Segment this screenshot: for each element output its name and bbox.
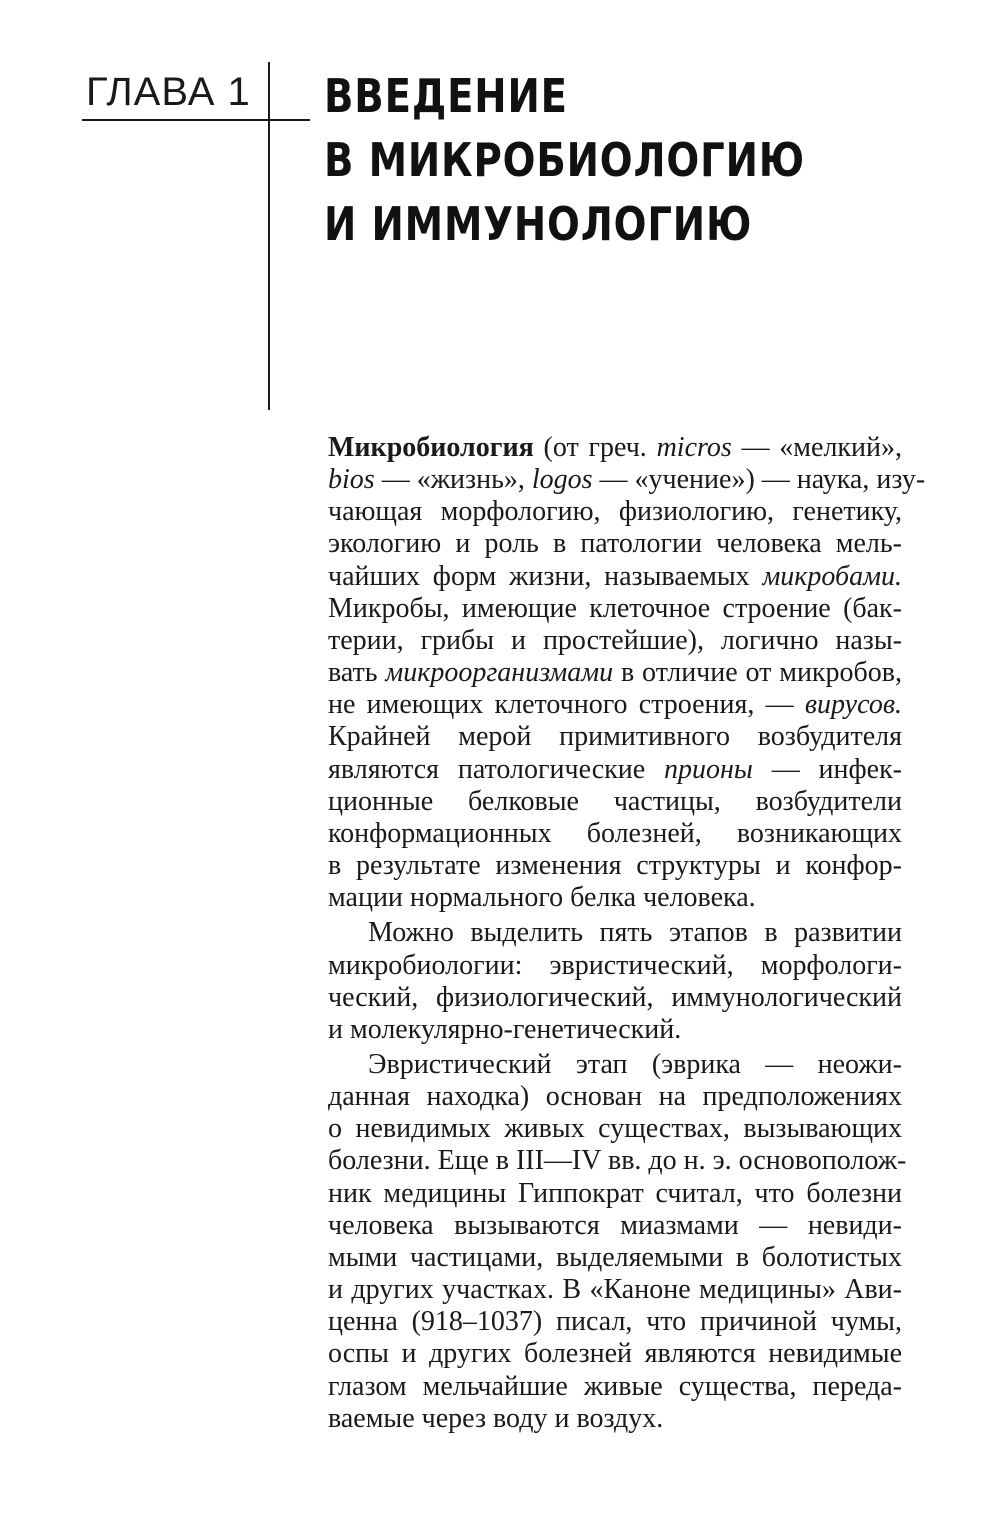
text-line: Эвристический этап (эврика — неожи- [368, 1048, 902, 1080]
text-line: конформационных болезней, возникающих [328, 817, 902, 849]
text-line: вать микроорганизмами в отличие от микробов, [328, 657, 903, 689]
text-line: о невидимых живых существах, вызывающих [328, 1113, 902, 1145]
text-line: терии, грибы и простейшие), логично назы- [328, 624, 902, 656]
text-line: и других участках. В «Каноне медицины» Ави- [328, 1274, 902, 1306]
text-line: Крайней мерой примитивного возбудителя [328, 721, 902, 753]
chapter-title-line: ВВЕДЕНИЕ [324, 69, 568, 123]
text-line: в результате изменения структуры и конфор- [328, 850, 902, 882]
text-line: ник медицины Гиппократ считал, что болезни [328, 1177, 902, 1209]
chapter-title-line: И ИММУНОЛОГИЮ [324, 197, 753, 251]
text-line: болезни. Еще в III—IV вв. до н. э. основополож- [328, 1145, 907, 1177]
chapter-horizontal-rule [82, 119, 310, 121]
text-line: ционные белковые частицы, возбудители [328, 785, 902, 817]
paragraph [328, 1048, 907, 1435]
text-line: ческий, физиологический, иммунологический [328, 981, 902, 1013]
text-line: оспы и других болезней являются невидимые [328, 1338, 902, 1370]
chapter-title [324, 64, 805, 256]
chapter-vertical-rule [268, 62, 270, 410]
text-line: глазом мельчайшие живые существа, переда- [328, 1370, 902, 1402]
text-line: Можно выделить пять этапов в развитии [368, 917, 902, 949]
text-line: мыми частицами, выделяемыми в болотистых [328, 1241, 902, 1273]
body-text [328, 432, 926, 1435]
text-line: и молекулярно-генетический. [328, 1013, 682, 1045]
text-line: являются патологические прионы — инфек- [328, 753, 902, 785]
text-line: ваемые через воду и воздух. [328, 1402, 664, 1434]
text-line: экологию и роль в патологии человека мель- [328, 528, 902, 560]
paragraph [328, 432, 926, 914]
text-line: ценна (918–1037) писал, что причиной чумы, [328, 1306, 902, 1338]
text-line: чайших форм жизни, называемых микробами. [328, 560, 902, 592]
text-line: чающая морфологию, физиологию, генетику, [328, 496, 902, 528]
text-line: bios — «жизнь», logos — «учение») — наука, изу- [328, 464, 926, 496]
chapter-label: ГЛАВА 1 [86, 70, 251, 114]
text-line: Микробиология (от греч. micros — «мелкий», [328, 432, 902, 463]
chapter-title-line: В МИКРОБИОЛОГИЮ [324, 133, 805, 187]
text-line: мации нормального белка человека. [328, 882, 756, 914]
text-line: Микробы, имеющие клеточное строение (бак- [328, 592, 902, 624]
paragraph [328, 917, 902, 1046]
text-line: микробиологии: эвристический, морфологи- [328, 949, 902, 981]
text-line: данная находка) основан на предположениях [328, 1081, 902, 1113]
text-line: человека вызываются миазмами — невиди- [328, 1209, 902, 1241]
text-line: не имеющих клеточного строения, — вирусов. [328, 689, 902, 721]
